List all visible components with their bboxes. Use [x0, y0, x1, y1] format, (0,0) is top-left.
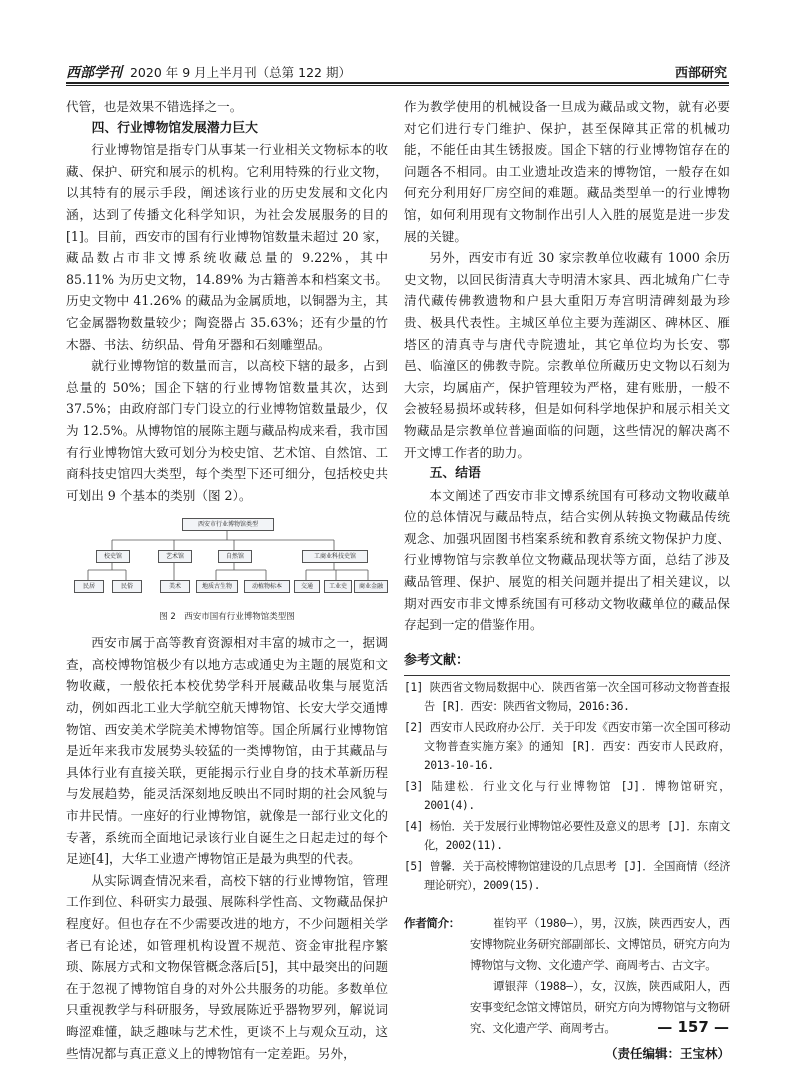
author-bio-2: 谭银萍（1988—），女，汉族，陕西咸阳人，西安事变纪念馆文博馆员，研究方向为博物馆与文物研究、文化遗产学、商周考古。 — [470, 979, 730, 1036]
diagram-node-school-history: 校史馆 — [96, 550, 130, 563]
paragraph: 从实际调查情况来看，高校下辖的行业博物馆，管理工作到位、科研实力最强、展陈科学性高、文物藏品保护程度好。但也存在不少需要改进的地方，不少问题相关学者已有论述，如管理机构设置不规范、资金审批程序繁琐、陈展方式和文物保管概念落后[5]，其中最突出的问题在于忽视了博物馆自身的对外公共服务的功能。多数单位只重视教学与科研服务，导致展陈近乎器物罗列，解说词晦涩难懂，缺乏趣味与艺术性，更谈不上与观众互动，这些情况都与真正意义上的博物馆有一定差距。另外， — [66, 872, 388, 1061]
header-rule — [66, 82, 729, 84]
diagram-leaf-node: 民居 — [74, 580, 104, 593]
diagram-leaf-node: 民俗 — [112, 580, 142, 593]
reference-item: [4] 杨怡．关于发展行业博物馆必要性及意义的思考 [J]．东南文化，2002(11). — [404, 820, 730, 853]
references-title: 参考文献： — [404, 652, 470, 668]
right-column — [404, 96, 730, 1065]
header-rule-thin — [66, 85, 729, 86]
author-label: 作者简介： — [404, 916, 460, 931]
paragraph: 另外，西安市有近 30 家宗教单位收藏有 1000 余历史文物，以回民街清真大寺明清木家具、西北城角广仁寺清代藏传佛教遗物和户县大重阳万寿宫明清碑刻最为珍贵、极具代表性。主城区单位主要为莲湖区、碑林区、雁塔区的清真寺与唐代寺院遗址，其它单位均为长安、鄠邑、临潼区的佛教寺院。宗教单位所藏历史文物以石刻为大宗，均属庙产，保护管理较为严格，建有账册，一般不会被轻易损坏或转移，但是如何科学地保护和展示相关文物藏品是宗教单位普遍面临的问题，这些情况的解决离不开文博工作者的助力。 — [404, 250, 730, 460]
reference-item: [5] 曾馨．关于高校博物馆建设的几点思考 [J]．全国商情（经济理论研究），2009(15). — [404, 860, 730, 893]
diagram-leaf-node: 商业金融 — [354, 580, 388, 593]
issue-label: 2020 年 9 月上半月刊（总第 122 期） — [129, 65, 351, 80]
responsible-editor: （责任编辑：王宝林） — [604, 1046, 730, 1062]
section-heading-4: 四、行业博物馆发展潜力巨大 — [91, 120, 258, 136]
diagram-root-node: 西安市行业博物馆类型 — [182, 518, 274, 531]
diagram-leaf-node: 交通 — [294, 580, 320, 593]
author-bio-1: 崔钧平（1980—），男，汉族，陕西西安人，西安博物院业务研究部副部长、文博馆员，研究方向为博物馆与文物、文化遗产学、商周考古、古文字。 — [470, 916, 730, 973]
diagram-node-art: 艺术馆 — [158, 550, 192, 563]
reference-item: [3] 陆建松．行业文化与行业博物馆 [J]．博物馆研究，2001(4). — [404, 780, 730, 813]
section-heading-5: 五、结语 — [429, 466, 481, 482]
section-label: 西部研究 — [674, 66, 727, 81]
left-column — [66, 96, 388, 1064]
diagram-leaf-node: 动植物标本 — [244, 580, 290, 593]
paragraph: 代管，也是效果不错选择之一。 — [66, 99, 243, 114]
reference-item: [2] 西安市人民政府办公厅．关于印发《西安市第一次全国可移动文物普查实施方案》的通知 [R]．西安：西安市人民政府，2013-10-16. — [404, 721, 730, 773]
diagram-node-nature: 自然馆 — [218, 550, 252, 563]
paragraph: 就行业博物馆的数量而言，以高校下辖的最多，占到总量的 50%；国企下辖的行业博物馆数量其次，达到 37.5%；由政府部门专门设立的行业博物馆数量最少，仅为 12.5%。从博物馆的展陈主题与藏品构成来看，我市国有行业博物馆大致可划分为校史馆、艺术馆、自然馆、工商科技史馆四大类型，每个类型下还可细分，包括校史共可划出 9 个基本的类别（图 2）。 — [66, 358, 388, 503]
museum-type-diagram — [66, 510, 388, 632]
diagram-leaf-node: 工业史 — [324, 580, 352, 593]
paragraph: 西安市属于高等教育资源相对丰富的城市之一，据调查，高校博物馆极少有以地方志或通史为主题的展览和文物收藏，一般依托本校优势学科开展藏品收集与展览活动，例如西北工业大学航空航天博物馆、长安大学交通博物馆、西安美术学院美术博物馆等。国企所属行业博物馆是近年来我市发展势头较猛的一类博物馆，由于其藏品与具体行业有直接关联，更能揭示行业自身的技术革新历程与发展趋势，能灵活深刻地反映出不同时期的社会风貌与市井民情。一座好的行业博物馆，就像是一部行业文化的专著，系统而全面地记录该行业自诞生之日起走过的每个足迹[4]，大华工业遗产博物馆正是最为典型的代表。 — [66, 635, 388, 867]
diagram-node-industry-tech: 工商业科技史馆 — [302, 550, 368, 563]
reference-list — [404, 678, 730, 895]
diagram-leaf-node: 美术 — [160, 580, 190, 593]
references-rule — [404, 675, 730, 676]
journal-info — [66, 62, 351, 82]
figure-caption: 图 2 西安市国有行业博物馆类型图 — [159, 612, 295, 623]
paragraph: 作为教学使用的机械设备一旦成为藏品或文物，就有必要对它们进行专门维护、保护，甚至保障其正常的机械功能，不能任由其生锈报废。国企下辖的行业博物馆存在的问题各不相同。由工业遗址改造来的博物馆，一般存在如何充分利用好厂房空间的难题。藏品类型单一的行业博物馆，如何利用现有文物制作出引人入胜的展览是进一步发展的关键。 — [404, 99, 730, 244]
page-number: — 157 — — [657, 1018, 729, 1036]
paragraph: 本文阐述了西安市非文博系统国有可移动文物收藏单位的总体情况与藏品特点，结合实例从转换文物藏品传统观念、加强巩固图书档案系统和教育系统文物保护力度、行业博物馆与宗教单位文物藏品现状等方面，总结了涉及藏品管理、保护、展览的相关问题并提出了相关建议，以期对西安市非文博系统国有可移动文物收藏单位的藏品保存起到一定的借鉴作用。 — [404, 487, 730, 633]
running-header — [66, 60, 729, 82]
journal-logo: 西部学刊 — [66, 65, 122, 81]
reference-item: [1] 陕西省文物局数据中心．陕西省第一次全国可移动文物普查报告 [R]．西安：陕西省文物局，2016:36. — [404, 681, 730, 714]
paragraph: 行业博物馆是指专门从事某一行业相关文物标本的收藏、保护、研究和展示的机构。它利用特殊的行业文物，以其特有的展示手段，阐述该行业的历史发展和文化内涵，达到了传播文化科学知识，为社会发展服务的目的[1]。目前，西安市的国有行业博物馆数量未超过 20 家，藏品数占市非文博系统收藏总量的 9.22%，其中 85.11% 为历史文物，14.89% 为古籍善本和档案文书。历史文物中 41.26% 的藏品为金属质地，以铜器为主，其它金属器物数量较少；陶瓷器占 35.63%；还有少量的竹木器、书法、纺织品、骨角牙器和石刻雕塑品。 — [66, 142, 388, 352]
diagram-leaf-node: 地质古生物 — [196, 580, 238, 593]
